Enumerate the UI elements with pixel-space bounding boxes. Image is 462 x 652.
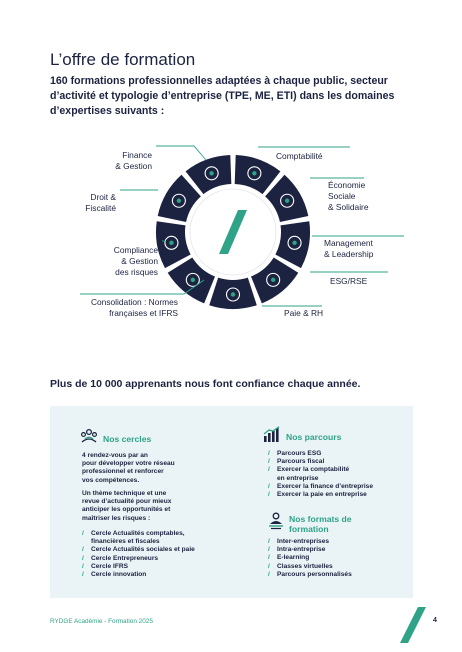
people-circle-icon: [80, 428, 98, 449]
list-item: / Parcours ESG: [268, 450, 322, 457]
list-item: / Exercer la finance d’entreprise: [268, 482, 374, 490]
slash-bullet-icon: /: [82, 530, 84, 537]
label-paie: Paie & RH: [284, 308, 324, 318]
list-item: / Parcours personnalisés: [268, 570, 352, 578]
parcours-header: [263, 426, 341, 448]
label-ess: Économie Sociale & Solidaire: [328, 180, 369, 212]
slash-bullet-icon: /: [268, 491, 270, 499]
label-compliance: Compliance & Gestion des risques: [113, 245, 158, 277]
slash-bullet-icon: /: [82, 562, 84, 570]
list-item: / Cercle IFRS: [82, 562, 129, 570]
label-droit: Droit & Fiscalité: [85, 192, 116, 213]
slash-bullet-icon: [82, 538, 87, 546]
connector-line: [156, 146, 206, 160]
parcours-list: [268, 450, 373, 499]
page-title: L’offre de formation: [50, 50, 196, 69]
label-consolidation: Consolidation : Normes françaises et IFRS: [90, 297, 178, 318]
list-item: / Cercle Actualités sociales et paie: [82, 546, 195, 554]
formats-header: [268, 512, 352, 535]
list-item: / Intra-entreprise: [268, 546, 326, 554]
domain-icon-dot: [177, 199, 181, 203]
domain-icon-dot: [209, 171, 213, 175]
list-item: / Classes virtuelles: [268, 562, 333, 570]
list-item: / Parcours fiscal: [268, 458, 325, 466]
list-item: / Cercle Entrepreneurs: [82, 554, 159, 562]
list-item: / Exercer la paie en entreprise: [268, 491, 367, 499]
wheel-segment: [275, 221, 310, 268]
slash-bullet-icon: /: [268, 546, 270, 554]
slash-bullet-icon: /: [268, 482, 270, 490]
list-item: en entreprise: [268, 475, 373, 483]
label-esg: ESG/RSE: [330, 276, 368, 286]
domain-icon-dot: [285, 199, 289, 203]
label-management: Management & Leadership: [324, 238, 374, 259]
list-item: / Inter-entreprises: [268, 538, 330, 545]
cercles-heading: Nos cercles: [103, 433, 152, 444]
label-finance: Finance & Gestion: [115, 150, 152, 171]
footer-text: RYDGE Académie - Formation 2025: [50, 618, 153, 625]
wheel-segment: [156, 221, 191, 268]
slash-bullet-icon: [268, 475, 273, 483]
cercles-header: [80, 428, 151, 449]
domain-icon-dot: [231, 292, 235, 296]
cercles-para-2: Un thème technique et une revue d’actualité pour mieux anticiper les opportunités et maîtriser les risques :: [82, 490, 172, 522]
cercles-list: [82, 530, 195, 579]
slash-bullet-icon: /: [268, 458, 270, 466]
learners-stat: Plus de 10 000 apprenants nous font confiance chaque année.: [50, 378, 361, 390]
expertise-wheel: [48, 138, 418, 328]
domain-icon-dot: [191, 278, 195, 282]
intro-text: 160 formations professionnelles adaptées à chaque public, secteur d’activité et typologie d’entreprise (TPE, ME, ETI) dans les domaines d’expertises suivants :: [50, 75, 395, 117]
offer-panel: [50, 406, 413, 598]
slash-bullet-icon: /: [82, 571, 84, 579]
parcours-heading: Nos parcours: [286, 432, 342, 442]
slash-bullet-icon: /: [268, 562, 270, 570]
label-comptabilite: Comptabilité: [276, 151, 323, 161]
list-item: financières et fiscales: [82, 538, 195, 546]
slash-bullet-icon: /: [268, 570, 270, 578]
slash-bullet-icon: /: [268, 554, 270, 562]
slash-bullet-icon: /: [268, 538, 270, 545]
formats-heading: Nos formats de formation: [289, 513, 352, 534]
list-item: / Exercer la comptabilité: [268, 466, 350, 474]
slash-bullet-icon: /: [268, 466, 270, 474]
growth-chart-icon: [263, 426, 281, 448]
slash-bullet-icon: /: [82, 546, 84, 554]
domain-icon-dot: [292, 241, 296, 245]
cercles-para-1: 4 rendez-vous par an pour développer votre réseau professionnel et renforcer vos compétences.: [82, 452, 175, 484]
domain-icon-dot: [169, 241, 173, 245]
list-item: / Cercle innovation: [82, 571, 147, 579]
domain-icon-dot: [252, 171, 256, 175]
list-item: / Cercle Actualités comptables,: [82, 530, 185, 537]
page-number: 4: [433, 617, 437, 624]
brand-slash-logo: [400, 607, 426, 643]
formats-list: [268, 538, 352, 579]
slash-bullet-icon: /: [82, 554, 84, 562]
trainer-icon: [268, 512, 284, 535]
domain-icon-dot: [271, 278, 275, 282]
slash-bullet-icon: /: [268, 450, 270, 457]
list-item: / E-learning: [268, 554, 310, 562]
